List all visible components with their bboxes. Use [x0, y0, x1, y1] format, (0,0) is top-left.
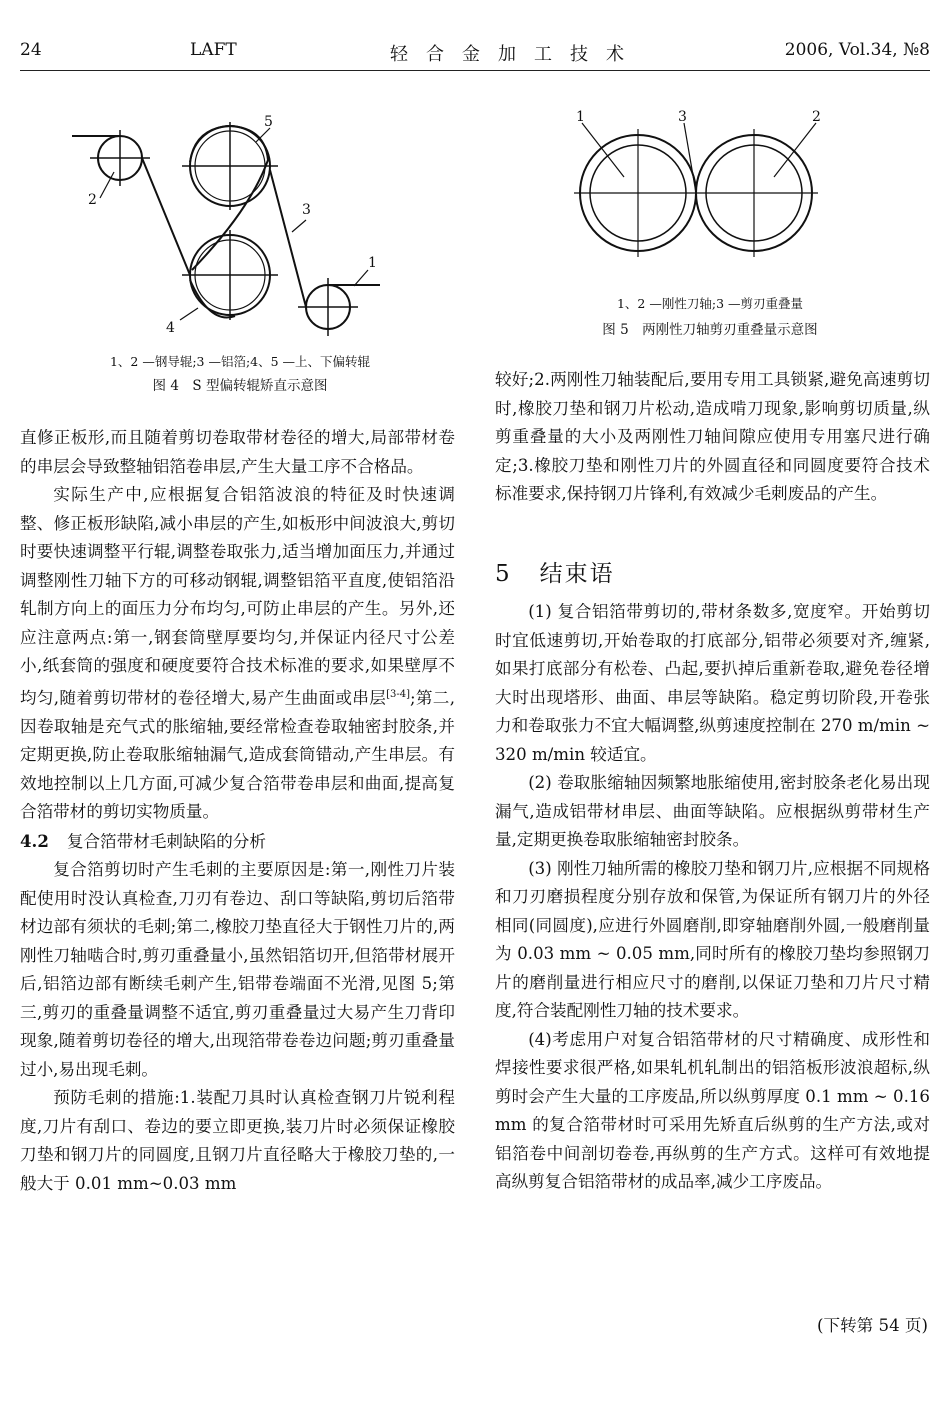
journal-title: 轻合金加工技术: [390, 44, 642, 65]
fig4-label-2: 2: [88, 192, 97, 208]
figure-4-legend: 1、2 —钢导辊;3 —铝箔;4、5 —上、下偏转辊: [109, 354, 371, 369]
left-column: [20, 424, 455, 1198]
conclusion-item-1: (1) 复合铝箔带剪切的,带材条数多,宽度窄。开始剪切时宜低速剪切,开始卷取的打底部分,铝带必须要对齐,缠紧,如果打底部分有松卷、凸起,要扒掉后重新卷取,避免卷径增大时出现塔形、曲面、串层等缺陷。稳定剪切阶段,开卷张力和卷取张力不宜大幅调整,纵剪速度控制在 270 m/min ~ 320 m/min 较适宜。: [495, 602, 931, 764]
foil-strip: [72, 126, 380, 318]
figure-4: [70, 110, 390, 340]
section-number: 4.2: [20, 830, 49, 851]
fig5-label-1: 1: [576, 109, 585, 125]
section-title: 结束语: [539, 561, 615, 587]
paragraph-text: ;第二,因卷取轴是充气式的胀缩轴,要经常检查卷取轴密封胶条,并定期更换,防止卷取胀缩轴漏气,造成套筒错动,产生串层。有效地控制以上几方面,可减少复合箔带卷串层和曲面,提高复合箔带材的剪切实物质量。: [20, 688, 455, 822]
fig5-label-3: 3: [678, 109, 687, 125]
right-column-top: [495, 366, 930, 509]
paragraph: 直修正板形,而且随着剪切卷取带材卷径的增大,局部带材卷的串层会导致整轴铝箔卷串层,产生大量工序不合格品。: [20, 428, 455, 476]
figure-5-diagram: [560, 105, 860, 275]
fig5-label-2: 2: [812, 109, 821, 125]
issue-info: 2006, Vol.34, №8: [784, 40, 930, 60]
right-column-bottom: [495, 598, 930, 1197]
figure-4-diagram: [70, 110, 390, 340]
section-heading-5: [495, 555, 615, 588]
paragraph: [20, 481, 455, 827]
section-title: 复合箔带材毛刺缺陷的分析: [66, 831, 266, 851]
fig4-label-4: 4: [166, 320, 175, 336]
paragraph-text: 实际生产中,应根据复合铝箔波浪的特征及时快速调整、修正板形缺陷,减小串层的产生,如板形中间波浪大,剪切时要快速调整平行辊,调整卷取张力,适当增加面压力,并通过调整刚性刀轴下方的可移动钢辊,调整铝箔平直度,使铝箔沿轧制方向上的面压力分布均匀,可防止串层的产生。另外,还应注意两点:第一,钢套筒壁厚要均匀,并保证内径尺寸公差小,纸套筒的强度和硬度要符合技术标准的要求,如果壁厚不均匀,随着剪切带材的卷径增大,易产生曲面或串层: [20, 485, 455, 708]
journal-abbr: LAFT: [190, 40, 237, 60]
fig4-label-1: 1: [368, 255, 377, 271]
figure-5-title: 图 5 两刚性刀轴剪刃重叠量示意图: [602, 322, 818, 338]
fig4-label-3: 3: [302, 202, 311, 218]
conclusion-item-4: (4)考虑用户对复合铝箔带材的尺寸精确度、成形性和焊接性要求很严格,如果轧机轧制出的铝箔板形波浪超标,纵剪时会产生大量的工序废品,所以纵剪厚度 0.1 mm ~ 0.16 mm 的复合箔带材时可采用先矫直后纵剪的生产方法,或对铝箔卷中间剖切卷卷,再纵剪的生产方式。这样可有效地提高纵剪复合铝箔带材的成品率,减少工序废品。: [495, 1029, 930, 1191]
fig4-label-5: 5: [264, 114, 273, 130]
paragraph: 复合箔剪切时产生毛刺的主要原因是:第一,刚性刀片装配使用时没认真检查,刀刃有卷边、刮口等缺陷,剪切后箔带材边部有须状的毛刺;第二,橡胶刀垫直径大于钢性刀片的,两刚性刀轴啮合时,剪刃重叠量小,虽然铝箔切开,但箔带材展开后,铝箔边部有断续毛刺产生,铝带卷端面不光滑,见图 5;第三,剪刃的重叠量调整不适宜,剪刃重叠量过大易产生刀背印现象,随着剪切卷径的增大,出现箔带卷卷边问题;剪刃重叠量过小,易出现毛刺。: [20, 860, 455, 1079]
citation: [3-4]: [386, 688, 410, 700]
conclusion-item-2: (2) 卷取胀缩轴因频繁地胀缩使用,密封胶条老化易出现漏气,造成铝带材串层、曲面等缺陷。应根据纵剪带材生产量,定期更换卷取胀缩轴密封胶条。: [495, 773, 930, 849]
section-heading-4-2: [20, 827, 455, 857]
figure-5: [560, 105, 860, 275]
figure-4-title: 图 4 S 型偏转辊矫直示意图: [152, 378, 328, 394]
figure-5-legend: 1、2 —刚性刀轴;3 —剪刃重叠量: [616, 296, 804, 311]
section-number: 5: [495, 561, 512, 587]
paragraph: 预防毛刺的措施:1.装配刀具时认真检查钢刀片锐利程度,刀片有刮口、卷边的要立即更换,装刀片时必须保证橡胶刀垫和钢刀片的同圆度,且钢刀片直径略大于橡胶刀垫的,一般大于 0.01 mm~0.03 mm: [20, 1088, 455, 1193]
page-header: [20, 30, 930, 71]
continued-note: (下转第 54 页): [817, 1316, 928, 1335]
page-number: 24: [20, 40, 42, 60]
conclusion-item-3: (3) 刚性刀轴所需的橡胶刀垫和钢刀片,应根据不同规格和刀刃磨损程度分别存放和保管,为保证所有钢刀片的外径相同(同圆度),应进行外圆磨削,即穿轴磨削外圆,一般磨削量为 0.03 mm ~ 0.05 mm,同时所有的橡胶刀垫均参照钢刀片的磨削量进行相应尺寸的磨削,以保证刀垫和刀片尺寸精度,符合装配刚性刀轴的技术要求。: [495, 858, 930, 1020]
paragraph: 较好;2.两刚性刀轴装配后,要用专用工具锁紧,避免高速剪切时,橡胶刀垫和钢刀片松动,造成啃刀现象,影响剪切质量,纵剪重叠量的大小及两刚性刀轴间隙应使用专用塞尺进行确定;3.橡胶刀垫和刚性刀片的外圆直径和同圆度要符合技术标准要求,保持钢刀片锋利,有效减少毛刺废品的产生。: [495, 370, 930, 503]
